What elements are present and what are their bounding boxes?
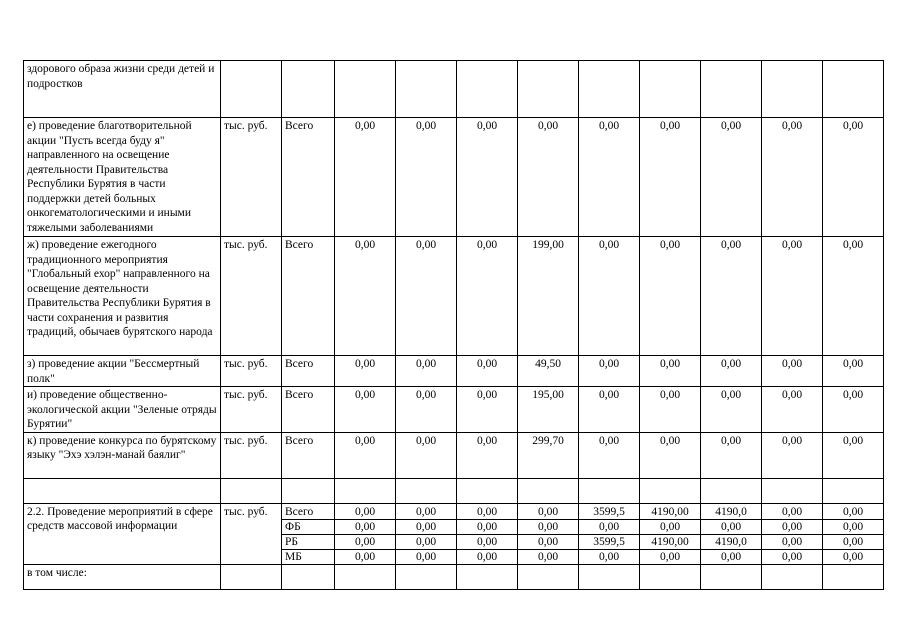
funding-source-cell: Всего (282, 118, 335, 237)
value-cell: 0,00 (579, 237, 640, 356)
value-cell (823, 565, 884, 590)
value-cell (457, 565, 518, 590)
unit-cell: тыс. руб. (221, 432, 282, 478)
value-cell: 0,00 (640, 550, 701, 565)
value-cell: 195,00 (518, 387, 579, 433)
value-cell: 49,50 (518, 356, 579, 387)
value-cell: 0,00 (335, 550, 396, 565)
value-cell: 0,00 (335, 503, 396, 520)
value-cell: 0,00 (701, 118, 762, 237)
value-cell (457, 478, 518, 503)
unit-cell (221, 61, 282, 118)
value-cell: 0,00 (762, 535, 823, 550)
value-cell (701, 478, 762, 503)
including-label-cell: в том числе: (24, 565, 221, 590)
value-cell: 0,00 (823, 550, 884, 565)
value-cell: 4190,00 (640, 503, 701, 520)
value-cell (823, 478, 884, 503)
table-row (24, 565, 884, 590)
value-cell: 0,00 (396, 118, 457, 237)
value-cell: 0,00 (823, 387, 884, 433)
value-cell: 0,00 (762, 118, 823, 237)
value-cell: 0,00 (640, 118, 701, 237)
value-cell: 0,00 (335, 535, 396, 550)
activity-description-cell (24, 478, 221, 503)
value-cell: 0,00 (823, 356, 884, 387)
value-cell: 0,00 (518, 535, 579, 550)
funding-source-cell: МБ (282, 550, 335, 565)
activity-description-cell: здорового образа жизни среди детей и подростков (24, 61, 221, 118)
value-cell (762, 61, 823, 118)
value-cell (640, 61, 701, 118)
value-cell: 0,00 (823, 520, 884, 535)
value-cell (518, 61, 579, 118)
value-cell: 0,00 (640, 387, 701, 433)
funding-source-cell: РБ (282, 535, 335, 550)
activity-description-cell: ж) проведение ежегодного традиционного мероприятия "Глобальный ехор" направленного на освещение деятельности Правительства Республики Бурятия в части сохранения и развития традиций, обычаев бурятского народа (24, 237, 221, 356)
activity-description-cell: е) проведение благотворительной акции "Пусть всегда буду я" направленного на освещение деятельности Правительства Республики Бурятия в части поддержки детей больных онкогематологическими и иными тяжелыми заболеваниями (24, 118, 221, 237)
unit-cell: тыс. руб. (221, 356, 282, 387)
value-cell (762, 478, 823, 503)
value-cell (518, 478, 579, 503)
value-cell (396, 61, 457, 118)
value-cell: 0,00 (579, 118, 640, 237)
value-cell: 0,00 (518, 550, 579, 565)
table-row (24, 432, 884, 478)
value-cell: 0,00 (823, 503, 884, 520)
value-cell: 0,00 (762, 550, 823, 565)
value-cell: 0,00 (335, 237, 396, 356)
value-cell: 0,00 (457, 356, 518, 387)
value-cell: 0,00 (335, 520, 396, 535)
value-cell: 0,00 (640, 356, 701, 387)
value-cell (335, 61, 396, 118)
value-cell: 0,00 (457, 118, 518, 237)
value-cell: 0,00 (823, 432, 884, 478)
value-cell: 0,00 (396, 387, 457, 433)
value-cell: 0,00 (579, 387, 640, 433)
funding-source-cell: Всего (282, 387, 335, 433)
value-cell (518, 565, 579, 590)
value-cell: 299,70 (518, 432, 579, 478)
value-cell: 0,00 (457, 237, 518, 356)
value-cell: 0,00 (823, 237, 884, 356)
value-cell: 0,00 (579, 432, 640, 478)
funding-source-cell: ФБ (282, 520, 335, 535)
value-cell: 0,00 (457, 520, 518, 535)
value-cell: 0,00 (701, 520, 762, 535)
unit-cell: тыс. руб. (221, 387, 282, 433)
activity-description-cell: к) проведение конкурса по бурятскому языку "Эхэ хэлэн-манай баялиг" (24, 432, 221, 478)
value-cell: 0,00 (701, 550, 762, 565)
value-cell: 0,00 (518, 118, 579, 237)
table-row (24, 61, 884, 118)
value-cell: 199,00 (518, 237, 579, 356)
value-cell: 4190,00 (640, 535, 701, 550)
value-cell (579, 565, 640, 590)
value-cell: 0,00 (335, 118, 396, 237)
value-cell: 0,00 (701, 237, 762, 356)
value-cell: 0,00 (396, 432, 457, 478)
value-cell (701, 61, 762, 118)
value-cell (396, 565, 457, 590)
unit-cell: тыс. руб. (221, 503, 282, 565)
table-row (24, 356, 884, 387)
value-cell: 0,00 (762, 503, 823, 520)
funding-source-cell (282, 61, 335, 118)
value-cell: 0,00 (396, 535, 457, 550)
table-row (24, 237, 884, 356)
funding-source-cell (282, 478, 335, 503)
table-row (24, 478, 884, 503)
value-cell (335, 565, 396, 590)
value-cell (640, 478, 701, 503)
value-cell: 0,00 (396, 237, 457, 356)
value-cell: 0,00 (396, 356, 457, 387)
value-cell: 0,00 (762, 520, 823, 535)
value-cell: 0,00 (396, 520, 457, 535)
value-cell: 3599,5 (579, 503, 640, 520)
value-cell: 0,00 (518, 503, 579, 520)
value-cell: 4190,0 (701, 503, 762, 520)
activity-description-cell: з) проведение акции "Бессмертный полк" (24, 356, 221, 387)
value-cell: 0,00 (335, 432, 396, 478)
value-cell (701, 565, 762, 590)
table-row (24, 387, 884, 433)
funding-source-cell (282, 565, 335, 590)
value-cell (640, 565, 701, 590)
value-cell: 3599,5 (579, 535, 640, 550)
value-cell: 0,00 (457, 550, 518, 565)
value-cell: 0,00 (701, 356, 762, 387)
unit-cell: тыс. руб. (221, 118, 282, 237)
funding-source-cell: Всего (282, 237, 335, 356)
value-cell: 0,00 (579, 550, 640, 565)
funding-source-cell: Всего (282, 356, 335, 387)
value-cell (457, 61, 518, 118)
value-cell: 0,00 (762, 237, 823, 356)
value-cell: 0,00 (457, 503, 518, 520)
value-cell (396, 478, 457, 503)
value-cell: 0,00 (457, 387, 518, 433)
value-cell: 0,00 (335, 356, 396, 387)
value-cell: 0,00 (823, 118, 884, 237)
funding-source-cell: Всего (282, 432, 335, 478)
unit-cell (221, 565, 282, 590)
value-cell: 0,00 (823, 535, 884, 550)
funding-source-cell: Всего (282, 503, 335, 520)
value-cell: 4190,0 (701, 535, 762, 550)
value-cell: 0,00 (762, 432, 823, 478)
value-cell (762, 565, 823, 590)
value-cell: 0,00 (457, 432, 518, 478)
value-cell: 0,00 (640, 237, 701, 356)
unit-cell (221, 478, 282, 503)
activity-description-cell: 2.2. Проведение мероприятий в сфере средств массовой информации (24, 503, 221, 565)
value-cell: 0,00 (335, 387, 396, 433)
value-cell: 0,00 (457, 535, 518, 550)
value-cell: 0,00 (701, 387, 762, 433)
value-cell: 0,00 (396, 550, 457, 565)
value-cell: 0,00 (518, 520, 579, 535)
value-cell: 0,00 (640, 432, 701, 478)
value-cell (579, 478, 640, 503)
budget-table (23, 60, 884, 590)
table-row (24, 118, 884, 237)
value-cell: 0,00 (579, 356, 640, 387)
table-row (24, 503, 884, 520)
value-cell (335, 478, 396, 503)
activity-description-cell: и) проведение общественно-экологической акции "Зеленые отряды Бурятии" (24, 387, 221, 433)
value-cell: 0,00 (762, 387, 823, 433)
unit-cell: тыс. руб. (221, 237, 282, 356)
value-cell: 0,00 (762, 356, 823, 387)
value-cell: 0,00 (579, 520, 640, 535)
value-cell (579, 61, 640, 118)
value-cell: 0,00 (701, 432, 762, 478)
value-cell: 0,00 (640, 520, 701, 535)
value-cell: 0,00 (396, 503, 457, 520)
value-cell (823, 61, 884, 118)
